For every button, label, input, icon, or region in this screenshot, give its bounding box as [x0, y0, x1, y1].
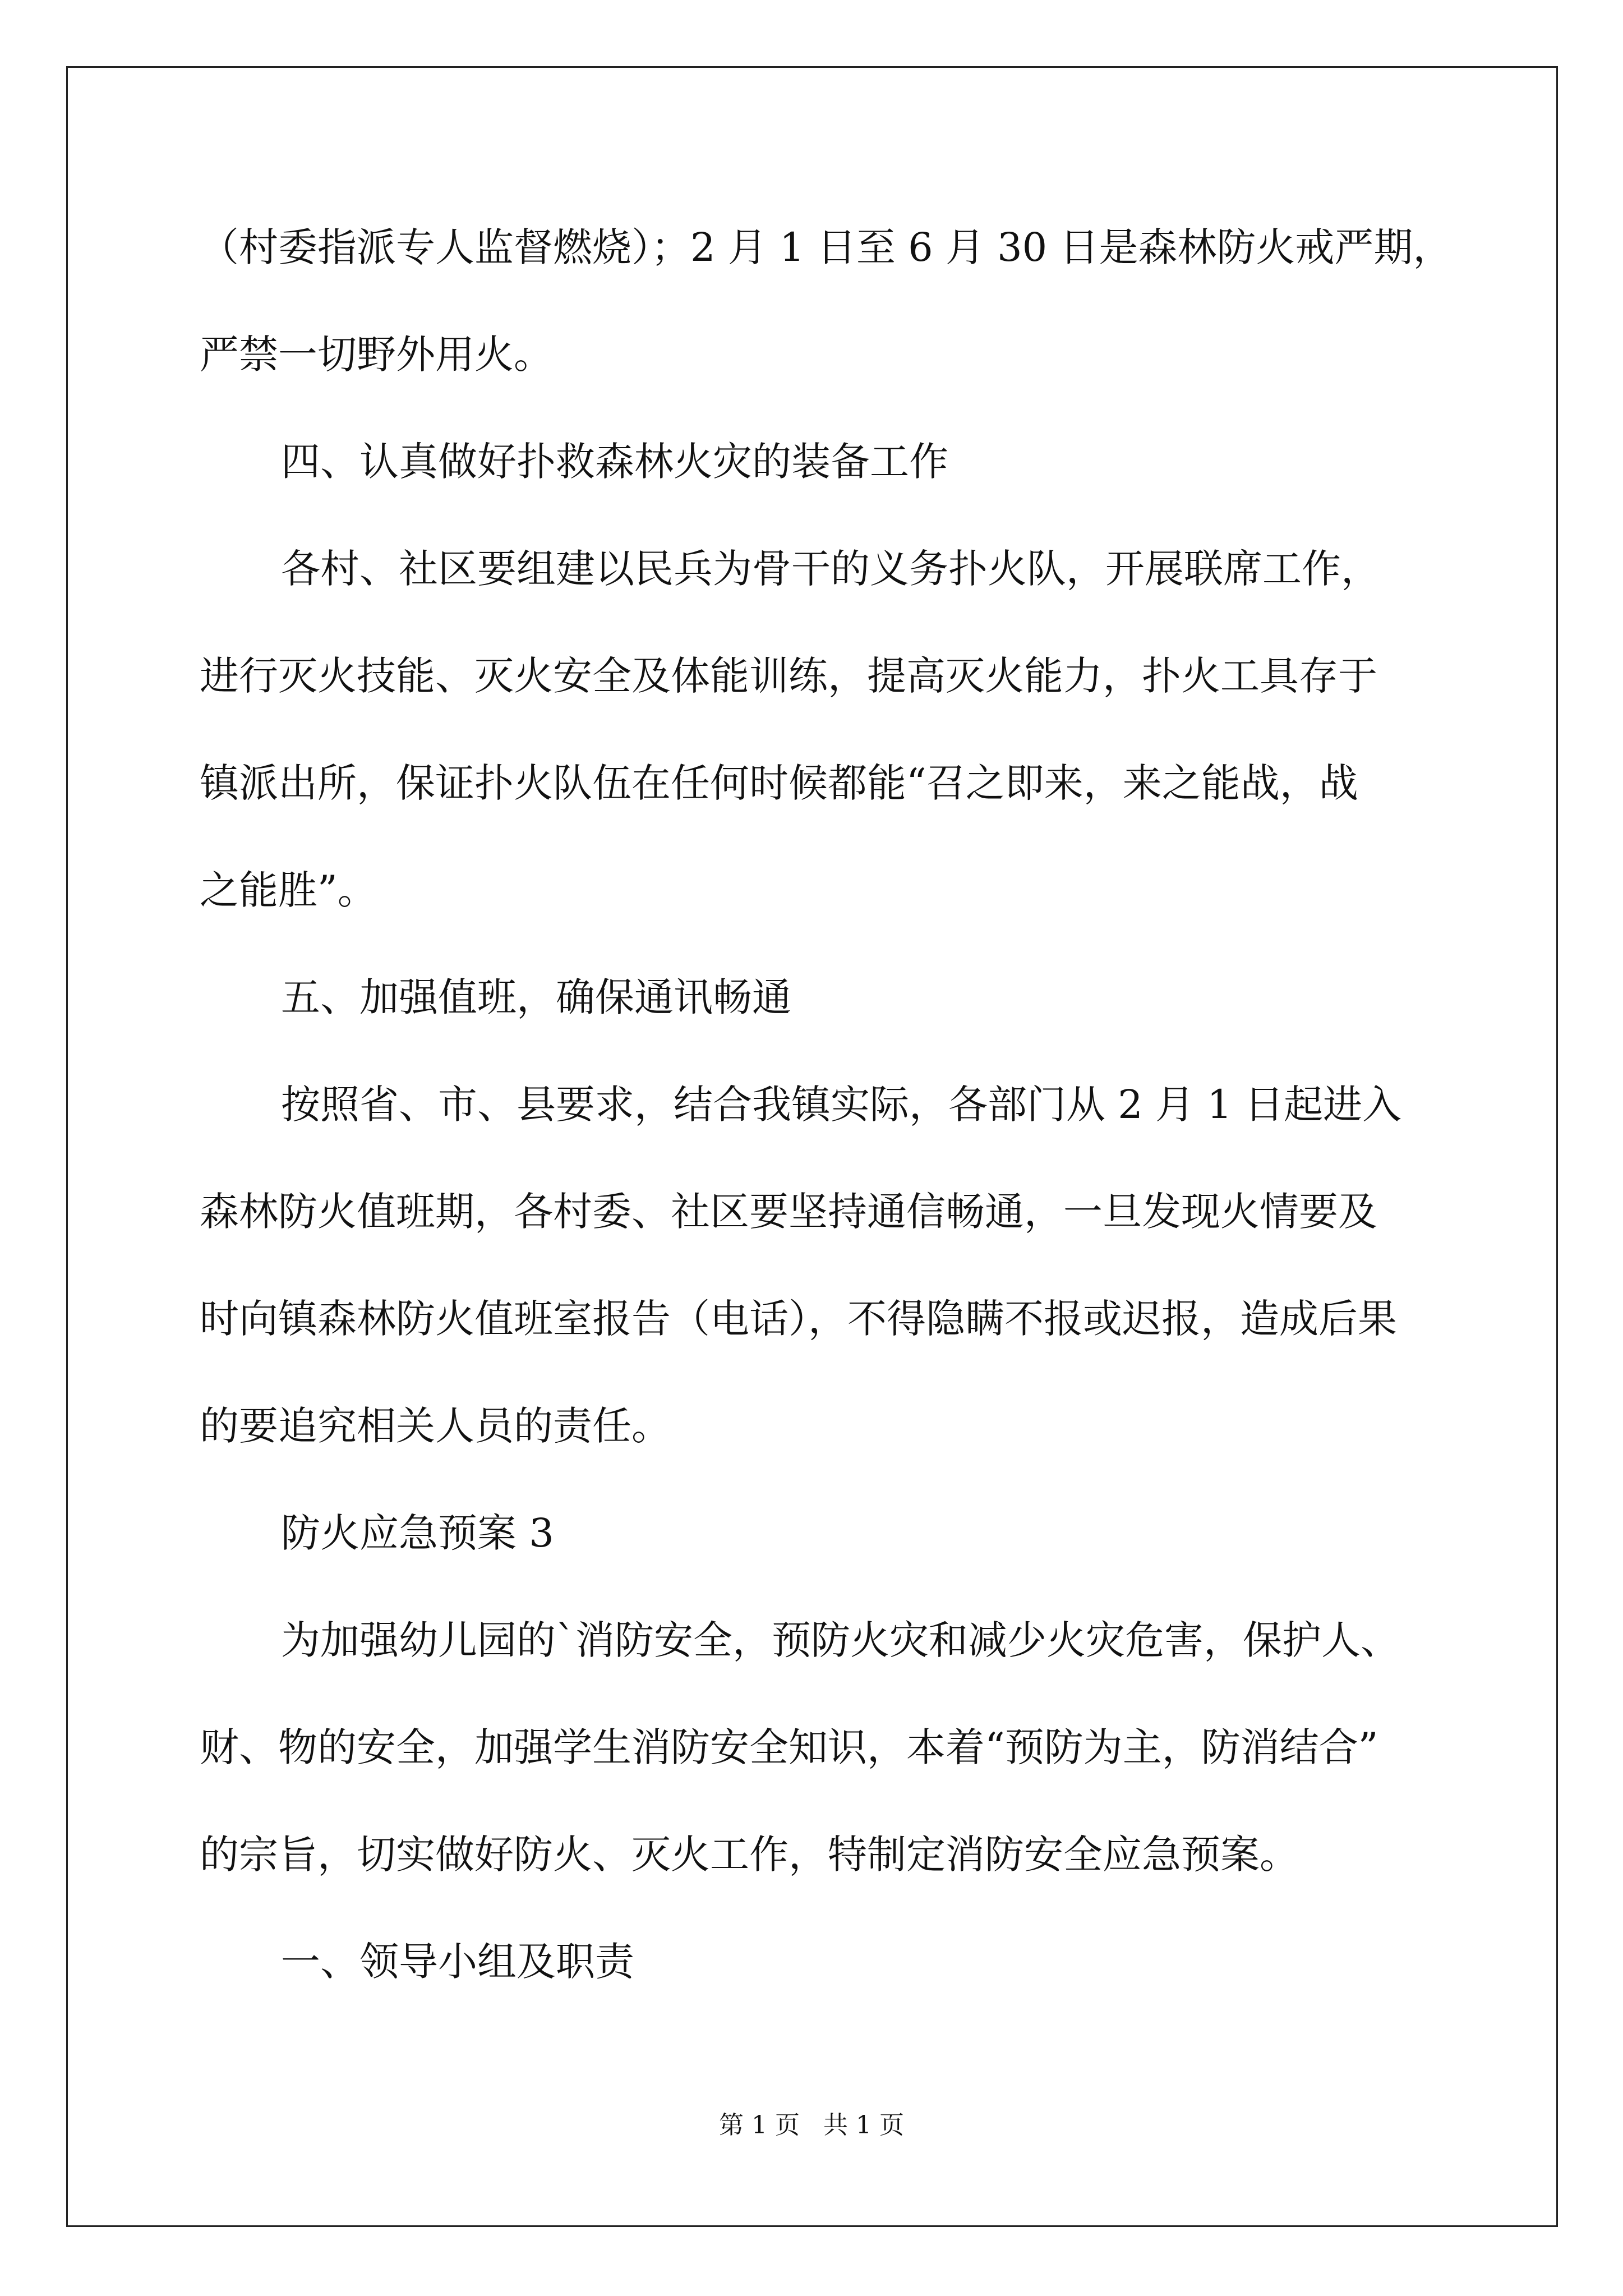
text-line: 时向镇森林防火值班室报告（电话），不得隐瞒不报或迟报，造成后果: [200, 1296, 1397, 1342]
text-line: 按照省、市、县要求，结合我镇实际，各部门从 2 月 1 日起进入: [281, 1082, 1402, 1128]
section-heading: 一、领导小组及职责: [281, 1939, 634, 1985]
text-line: 镇派出所，保证扑火队伍在任何时候都能“召之即来，来之能战，战: [200, 760, 1358, 806]
text-line: 的宗旨，切实做好防火、灭火工作，特制定消防安全应急预案。: [200, 1832, 1299, 1878]
text-line: 之能胜”。: [200, 867, 377, 913]
text-line: （村委指派专人监督燃烧）；2 月 1 日至 6 月 30 日是森林防火戒严期，: [200, 224, 1453, 270]
page-border: [66, 66, 1558, 2227]
text-line: 森林防火值班期，各村委、社区要坚持通信畅通，一旦发现火情要及: [200, 1189, 1377, 1235]
text-line: 严禁一切野外用火。: [200, 332, 553, 378]
text-line: 各村、社区要组建以民兵为骨干的义务扑火队，开展联席工作，: [281, 546, 1380, 592]
text-line: 财、物的安全，加强学生消防安全知识，本着“预防为主，防消结合”: [200, 1724, 1378, 1770]
text-line: 的要追究相关人员的责任。: [200, 1403, 671, 1449]
section-heading: 五、加强值班，确保通讯畅通: [281, 974, 791, 1020]
document-title: 防火应急预案 3: [281, 1510, 554, 1556]
page-number: 第 1 页 共 1 页: [719, 2111, 904, 2139]
text-line: 为加强幼儿园的`消防安全，预防火灾和减少火灾危害，保护人、: [281, 1617, 1400, 1663]
text-line: 进行灭火技能、灭火安全及体能训练，提高灭火能力，扑火工具存于: [200, 653, 1377, 699]
section-heading: 四、认真做好扑救森林火灾的装备工作: [281, 439, 948, 485]
